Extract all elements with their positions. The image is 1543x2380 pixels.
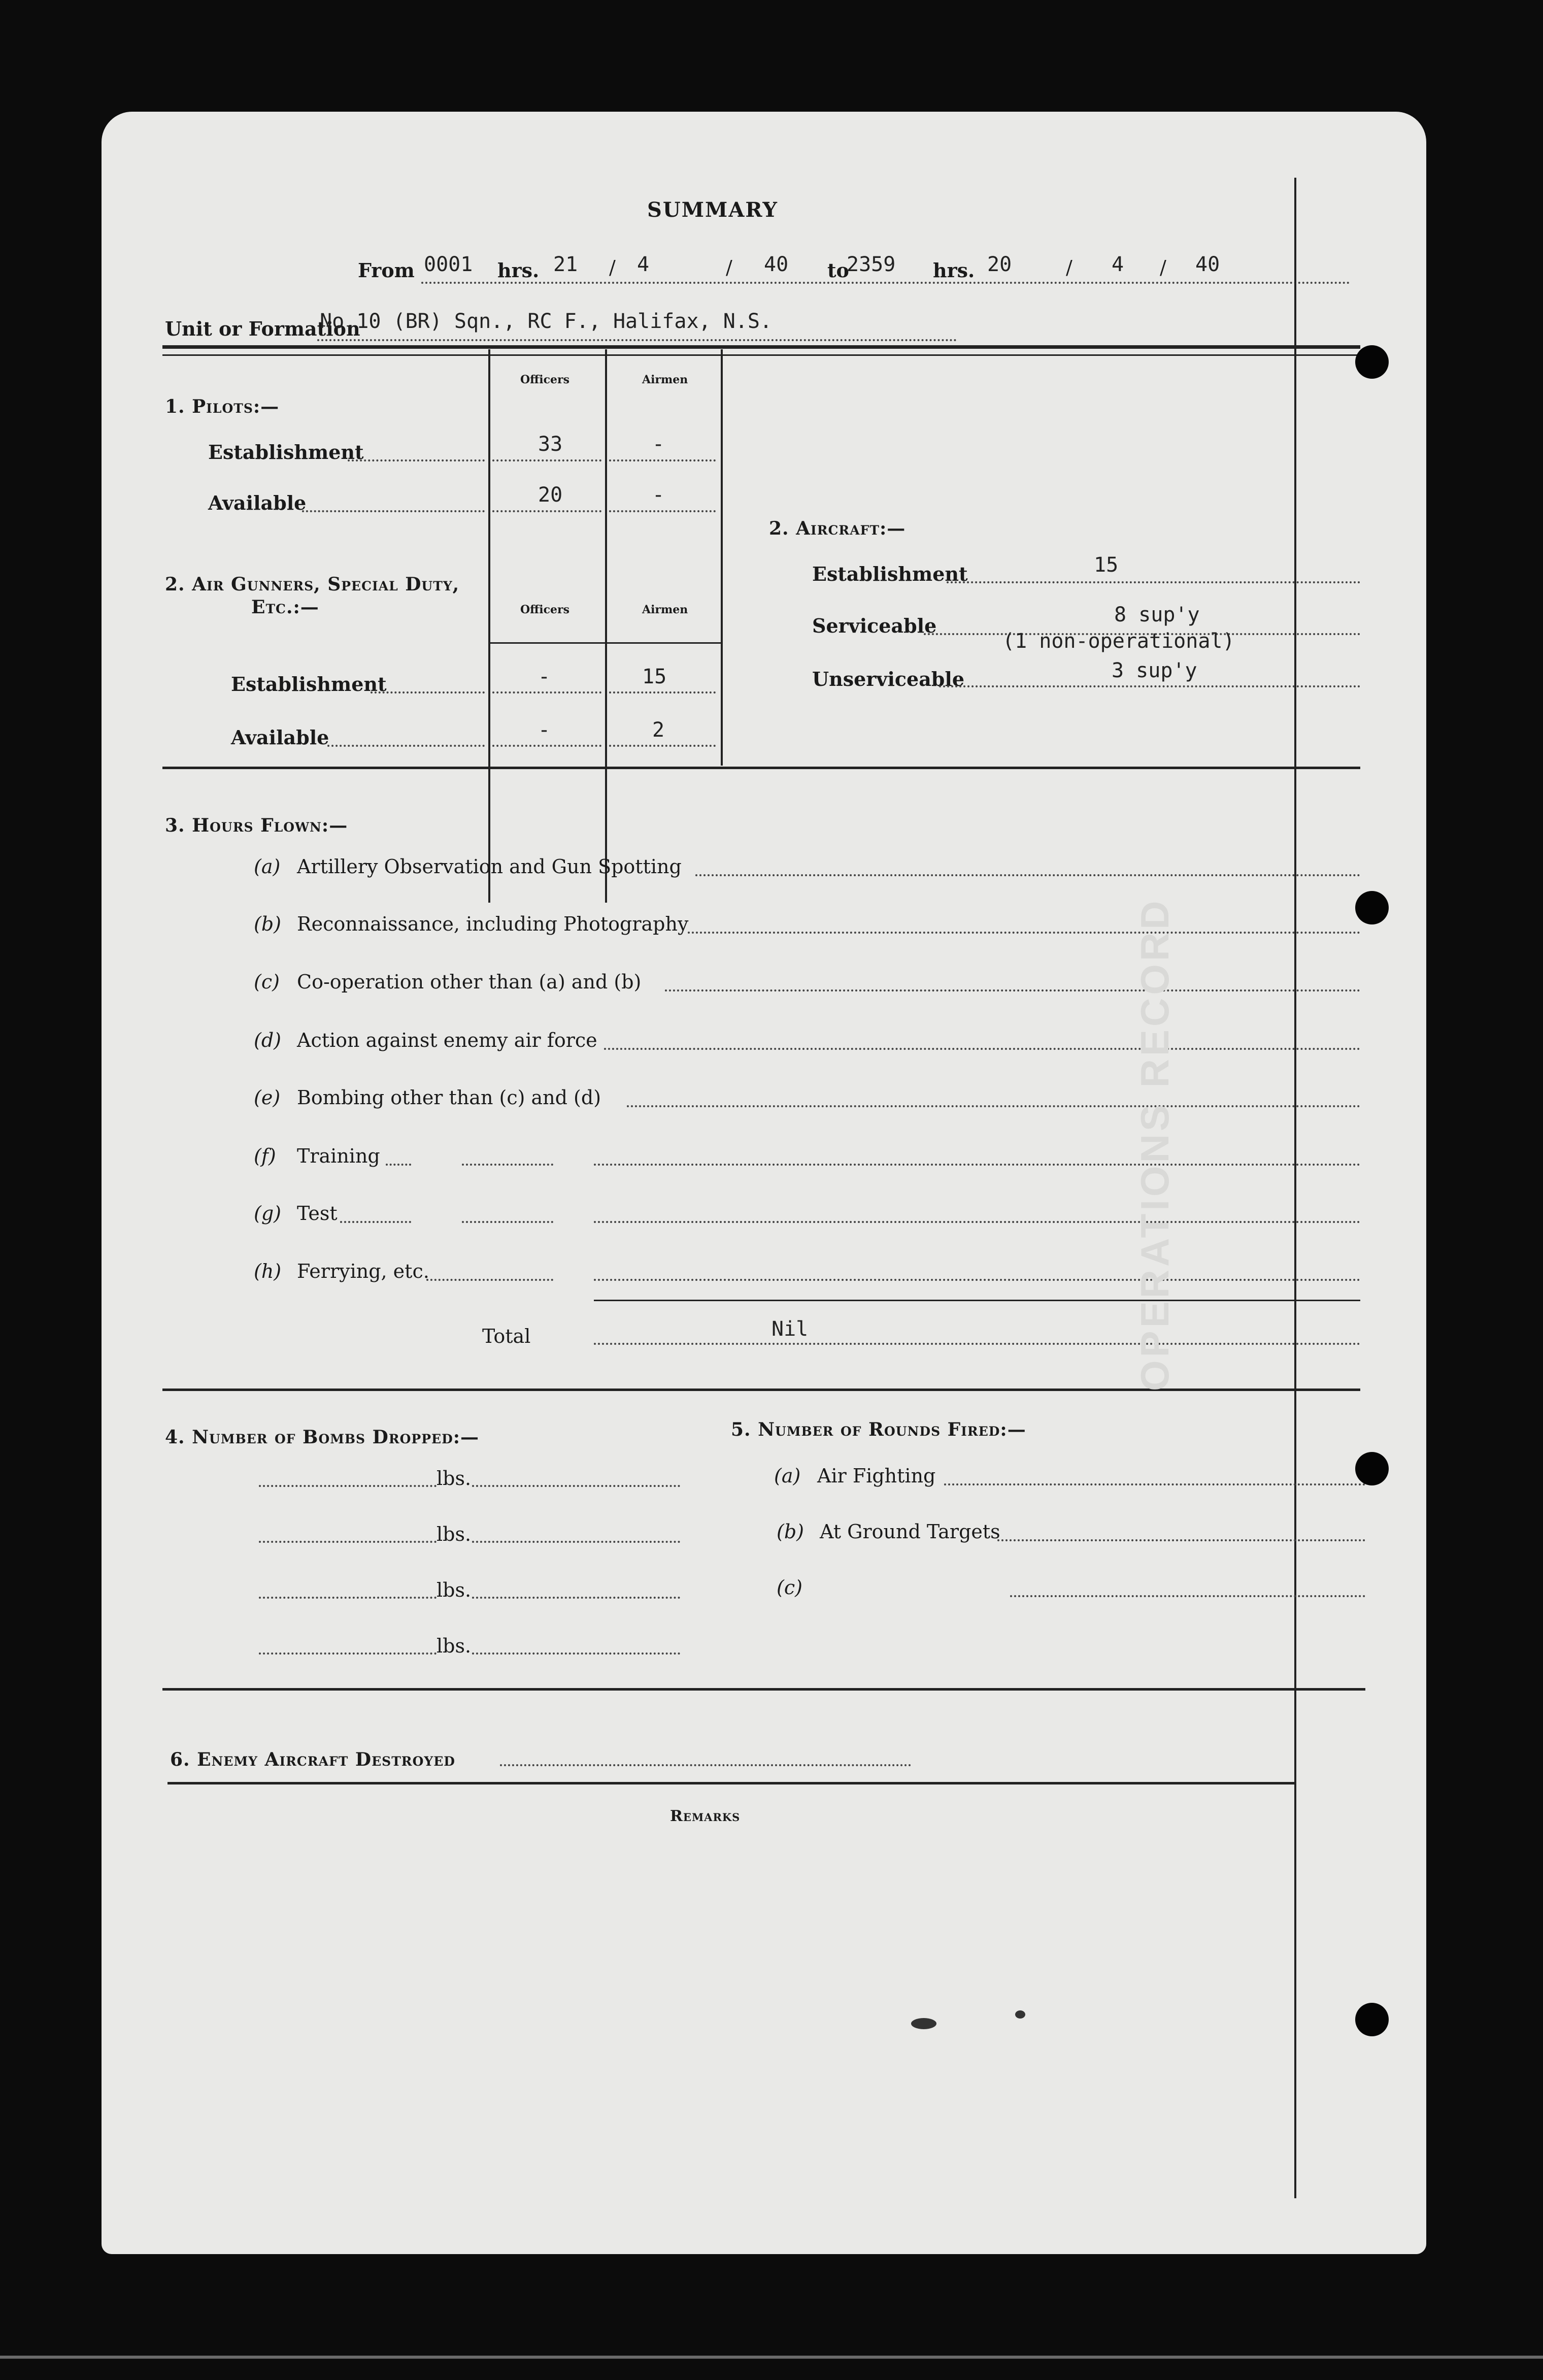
from-time: 0001 [424, 253, 473, 276]
table-rule [490, 642, 721, 644]
unit-value: No.10 (BR) Sqn., RC F., Halifax, N.S. [320, 310, 773, 333]
slash: / [1066, 256, 1072, 279]
gunners-establishment-officers: - [538, 665, 551, 688]
rounds-a-letter: (a) [774, 1465, 801, 1487]
aircraft-serviceable-value: 8 sup'y [1114, 603, 1200, 626]
to-label: to [827, 259, 849, 282]
to-day: 20 [987, 253, 1012, 276]
stamp-bleedthrough: OPERATIONS RECORD [1132, 898, 1177, 1391]
slash: / [726, 256, 732, 279]
enemy-aircraft-label: 6. Enemy Aircraft Destroyed [170, 1749, 455, 1770]
gunners-available-label: Available [231, 726, 329, 749]
aircraft-heading: 2. Aircraft:— [769, 518, 906, 539]
pilots-available-airmen: - [652, 483, 665, 507]
to-month: 4 [1112, 253, 1124, 276]
rule [162, 345, 1360, 349]
pilots-establishment-officers: 33 [538, 433, 563, 456]
ink-blot [911, 2018, 936, 2029]
table-rule [721, 349, 723, 766]
aircraft-serviceable-label: Serviceable [812, 614, 937, 637]
hours-heading: 3. Hours Flown:— [165, 815, 348, 836]
hrs-label: hrs. [497, 259, 540, 282]
col-officers: Officers [520, 373, 569, 386]
pilots-available-label: Available [208, 491, 307, 514]
rule [162, 767, 1360, 769]
from-month: 4 [637, 253, 650, 276]
summary-form-page: SUMMARY From 0001 hrs. 21 / 4 / 40 to 2359 hrs. 20 / 4 / 40 Unit or Formation No.10 (BR) Sqn., RC F., Halifax, N.S. Officers Airmen 1. Pilots:— Establishment 33 - Available 20 - 2. Air Gunners, Special Duty, Etc.:— Officers Airmen Establishment - 15 Available - 2 2. Aircraft:— Establishment 15 Serviceable 8 sup'y (1 non-operational) Unserviceable 3 sup'y 3. Hours Flown:— (a) Artillery Observation and Gun Spotting (b) Reconnaissance, including Photography (c) Co-operation other than (a) and (b) (d) Action against enemy air force (e) Bombing other than (c) and (d) (f) Training (g) Test (h) Ferrying, etc. Total Nil 4. Number of Bombs Dropped:— lbs. lbs. lbs. lbs. 5. Number of Rounds Fired:— (a) Air Fighting (b) At Ground Targets (c) 6. Enemy Aircraft Destroyed Remarks OPERATIONS RECORD [102, 112, 1426, 2254]
rounds-b-text: At Ground Targets [820, 1520, 1000, 1543]
from-label: From [358, 259, 415, 282]
rounds-a-text: Air Fighting [817, 1465, 936, 1487]
to-year: 40 [1195, 253, 1220, 276]
from-day: 21 [553, 253, 578, 276]
rounds-b-letter: (b) [777, 1520, 804, 1543]
aircraft-establishment-label: Establishment [812, 563, 968, 585]
rule [167, 1782, 1294, 1784]
punch-hole [1355, 891, 1389, 924]
slash: / [1160, 256, 1166, 279]
gunners-heading: 2. Air Gunners, Special Duty, [165, 574, 460, 595]
right-margin-rule [1294, 178, 1296, 2198]
table-rule [605, 349, 607, 903]
rule [162, 1389, 1360, 1391]
rounds-c-letter: (c) [777, 1576, 802, 1599]
aircraft-unserviceable-label: Unserviceable [812, 668, 964, 690]
total-label: Total [482, 1325, 531, 1347]
pilots-available-officers: 20 [538, 483, 563, 507]
rounds-heading: 5. Number of Rounds Fired:— [731, 1419, 1026, 1440]
film-edge [0, 2356, 1543, 2359]
gunners-establishment-airmen: 15 [642, 665, 667, 688]
aircraft-unserviceable-value: 3 sup'y [1112, 659, 1197, 682]
to-time: 2359 [847, 253, 896, 276]
pilots-establishment-label: Establishment [208, 441, 364, 464]
gunners-available-officers: - [538, 718, 551, 742]
total-value: Nil [772, 1317, 809, 1341]
gunners-establishment-label: Establishment [231, 673, 387, 696]
table-rule [488, 349, 490, 903]
col-airmen: Airmen [642, 373, 688, 386]
form-title: SUMMARY [647, 198, 778, 222]
bombs-heading: 4. Number of Bombs Dropped:— [165, 1427, 480, 1448]
slash: / [609, 256, 616, 279]
punch-hole [1355, 1452, 1389, 1485]
rule [162, 354, 1360, 356]
pilots-establishment-airmen: - [652, 433, 665, 456]
gunners-heading-etc: Etc.:— [251, 597, 319, 618]
rule [162, 1688, 1365, 1691]
pilots-heading: 1. Pilots:— [165, 396, 280, 417]
aircraft-establishment-value: 15 [1094, 553, 1119, 577]
unit-label: Unit or Formation [165, 317, 360, 340]
from-year: 40 [764, 253, 789, 276]
aircraft-serviceable-note: (1 non-operational) [1002, 630, 1235, 653]
hrs-label: hrs. [933, 259, 975, 282]
total-rule [594, 1300, 1360, 1301]
ink-blot [1015, 2010, 1025, 2019]
punch-hole [1355, 345, 1389, 379]
punch-hole [1355, 2003, 1389, 2036]
gunners-available-airmen: 2 [652, 718, 665, 742]
col-airmen: Airmen [642, 603, 688, 616]
col-officers: Officers [520, 603, 569, 616]
remarks-label: Remarks [670, 1807, 741, 1825]
